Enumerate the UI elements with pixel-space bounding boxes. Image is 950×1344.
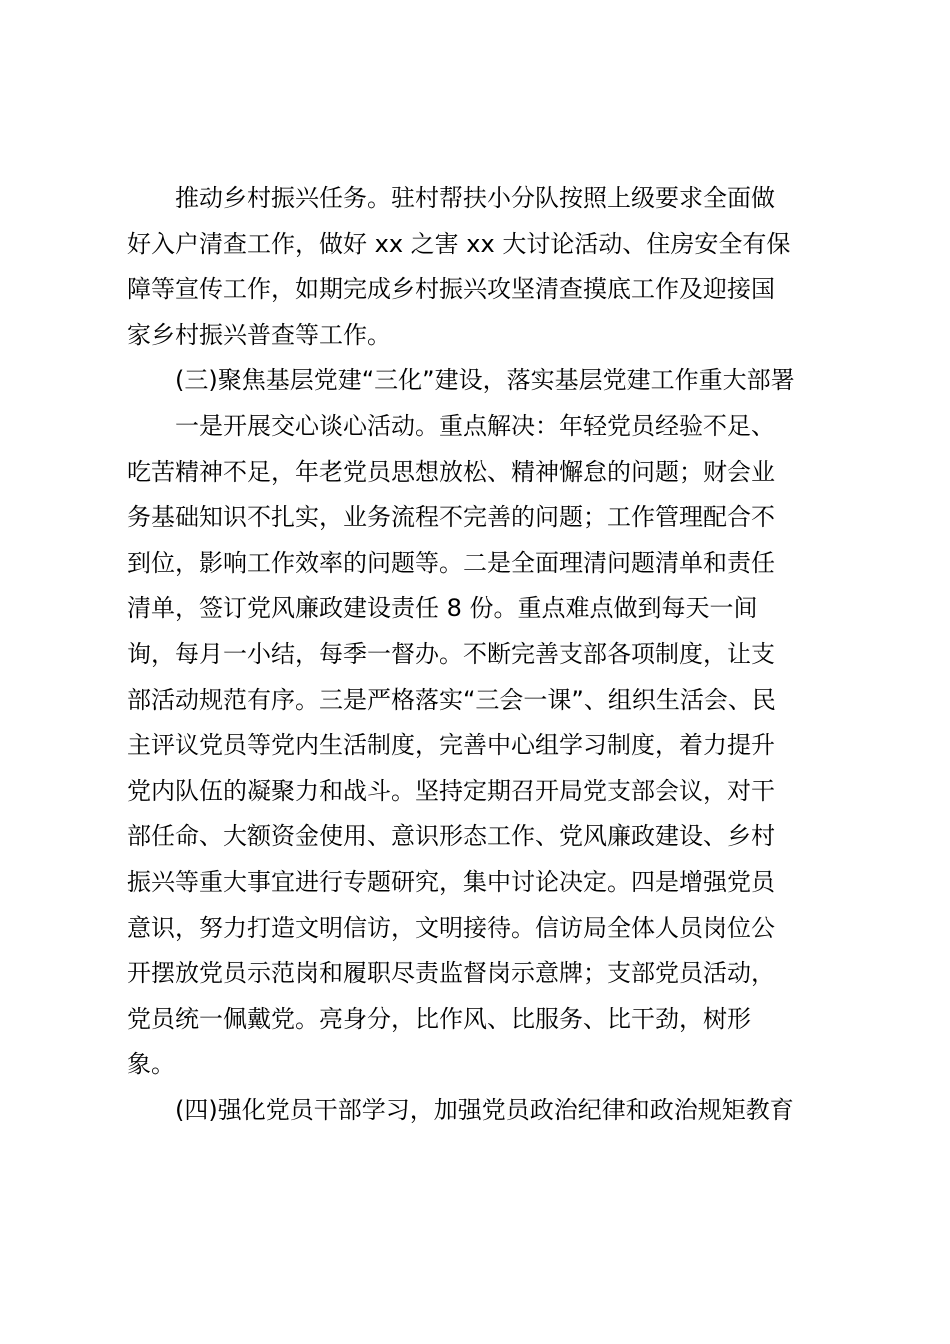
paragraph-rural-revitalization [127,176,827,358]
paragraph-line: 清单，签订党风廉政建设责任 8 份。重点难点做到每天一间 [127,594,758,623]
paragraph-line: 吃苦精神不足，年老党员思想放松、精神懈怠的问题；财会业 [127,457,775,486]
paragraph-line: 到位，影响工作效率的问题等。二是全面理清问题清单和责任 [127,548,775,577]
paragraph-line: 家乡村振兴普查等工作。 [127,320,391,349]
document-body [127,176,827,1133]
paragraph-line: 开摆放党员示范岗和履职尽责监督岗示意牌；支部党员活动， [127,959,775,988]
paragraph-line: 询，每月一小结，每季一督办。不断完善支部各项制度，让支 [127,639,775,668]
section-heading-3: (三)聚焦基层党建“三化”建设，落实基层党建工作重大部署 [175,366,795,395]
paragraph-line: 一是开展交心谈心活动。重点解决：年轻党员经验不足、 [175,411,775,440]
paragraph-line: 意识，努力打造文明信访，文明接待。信访局全体人员岗位公 [127,913,775,942]
paragraph-line: 党内队伍的凝聚力和战斗。坚持定期召开局党支部会议，对干 [127,776,775,805]
paragraph-line: 障等宣传工作，如期完成乡村振兴攻坚清查摸底工作及迎接国 [127,275,775,304]
paragraph-line: 部活动规范有序。三是严格落实“三会一课”、组织生活会、民 [127,685,776,714]
paragraph-line: 主评议党员等党内生活制度，完善中心组学习制度，着力提升 [127,731,775,760]
paragraph-line: 务基础知识不扎实，业务流程不完善的问题；工作管理配合不 [127,503,775,532]
paragraph-line: 推动乡村振兴任务。驻村帮扶小分队按照上级要求全面做 [175,184,775,212]
paragraph-party-building [127,404,827,1088]
section-heading-4: (四)强化党员干部学习，加强党员政治纪律和政治规矩教育 [175,1095,794,1124]
paragraph-line: 部任命、大额资金使用、意识形态工作、党风廉政建设、乡村 [127,822,775,851]
paragraph-line: 象。 [127,1050,175,1079]
paragraph-line: 好入户清查工作，做好 xx 之害 xx 大讨论活动、住房安全有保 [127,229,791,258]
paragraph-line: 党员统一佩戴党。亮身分，比作风、比服务、比干劲，树形 [127,1004,751,1033]
paragraph-line: 振兴等重大事宜进行专题研究，集中讨论决定。四是增强党员 [127,867,775,896]
